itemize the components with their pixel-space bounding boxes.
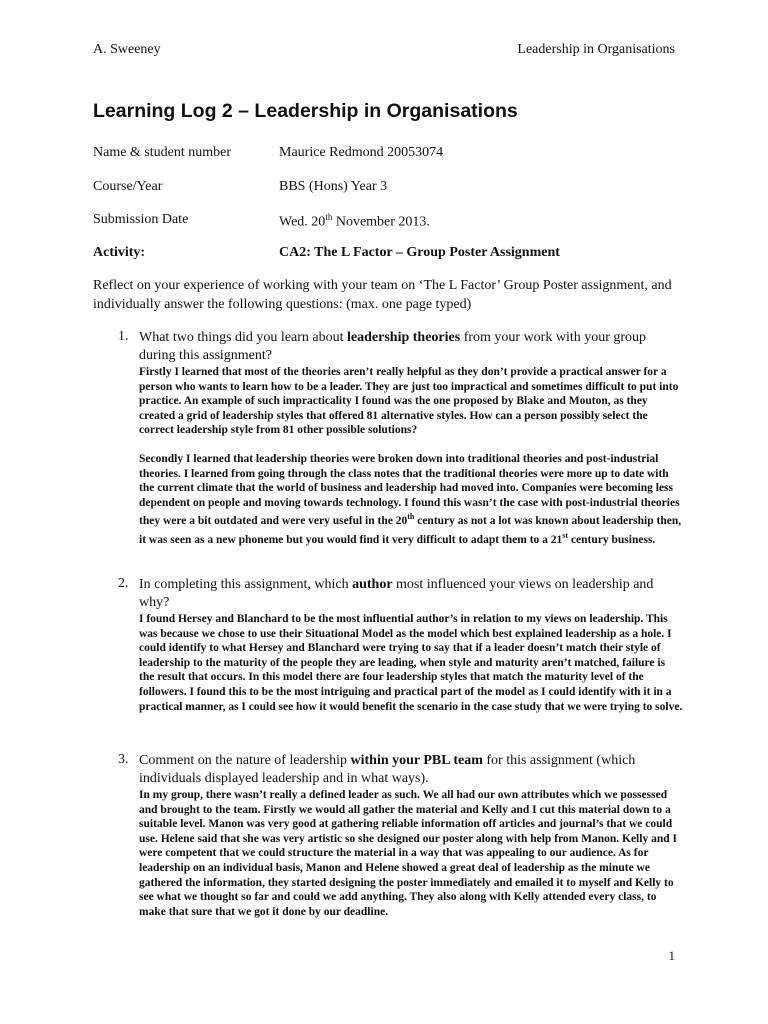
- answer-1-p2-c: century business.: [568, 533, 656, 546]
- date-value: [279, 212, 430, 231]
- header-author: A. Sweeney: [93, 42, 161, 57]
- answer-1-sup-1: th: [407, 512, 415, 522]
- question-1-pre: What two things did you learn about: [139, 330, 348, 345]
- activity-label: Activity:: [93, 245, 146, 260]
- name-label: Name & student number: [93, 145, 232, 160]
- question-3-emphasis: within your PBL team: [350, 753, 483, 768]
- answer-1-sup-2: st: [562, 530, 569, 540]
- answer-3: In my group, there wasn’t really a defined leader as such. We all had our own attributes which we possessed and brought to the team. Firstly we would all gather the material and Kelly and I cut this material down to a suitable level. Manon was very good at gathering reliable information off articles and journal’s that we could use. Helene said that she was very artistic so she designed our poster along with help from Manon. Kelly and I were competent that we could structure the material in a way that was appealing to our audience. As for leadership on an individual basis, Manon and Helene showed a great deal of leadership as the minute we gathered the information, they started designing the poster immediately and emailed it to myself and Kelly to see what we thought so far and could we add anything. They also along with Kelly attended every class, to make that sure that we got it done by our deadline.: [139, 789, 677, 918]
- question-2-number: 2.: [118, 576, 129, 591]
- question-3: [93, 752, 683, 919]
- question-1-post: from your work with your group during this assignment?: [139, 330, 647, 363]
- intro-paragraph: Reflect on your experience of working with your team on ‘The L Factor’ Group Poster assignment, and individually answer the following questions: (max. one page typed): [93, 278, 672, 312]
- question-3-number: 3.: [118, 752, 129, 767]
- date-sup: th: [325, 212, 333, 222]
- question-2-post: most influenced your views on leadership and why?: [139, 577, 654, 610]
- answer-1-p2-b: century as not a lot was known about leadership then, it was seen as a new phoneme but you would find it very difficult to adapt them to a 21: [139, 515, 682, 546]
- answer-1-paragraph-1: Firstly I learned that most of the theories aren’t really helpful as they don’t provide a practical answer for a person who wants to learn how to be a leader. They are just too impractical and sometimes difficult to put into practice. An example of such impracticality I found was the one proposed by Blake and Mouton, as they created a grid of leadership styles that offered 81 alternative styles. How can a person possibly select the correct leadership style from 81 other possible solutions?: [139, 366, 679, 437]
- name-value: Maurice Redmond 20053074: [279, 145, 444, 160]
- question-3-text: [139, 752, 683, 788]
- answer-1-paragraph-2: [139, 452, 683, 547]
- answer-1-p2-a: Secondly I learned that leadership theories were broken down into traditional theories and post-industrial theories. I learned from going through the class notes that the traditional theories were more up to date with the current climate that the world of business and leadership had moved into. Companies were becoming less dependent on people and moving towards technology. I found this wasn’t the case with post-industrial theories they were a bit outdated and were very useful in the 20: [139, 452, 680, 528]
- answer-1: [139, 365, 683, 547]
- document-title: Learning Log 2 – Leadership in Organisations: [93, 100, 518, 122]
- course-value: BBS (Hons) Year 3: [279, 179, 388, 194]
- question-1: [93, 329, 683, 547]
- date-post: November 2013.: [332, 214, 430, 230]
- question-1-emphasis: leadership theories: [347, 330, 461, 345]
- question-1-number: 1.: [118, 329, 129, 344]
- question-1-text: [139, 329, 683, 365]
- answer-2: I found Hersey and Blanchard to be the most influential author’s in relation to my views on leadership. This was because we chose to use their Situational Model as the model which best explained leadership as a hole. I could identify to what Hersey and Blanchard were trying to say that if a leader doesn’t match their style of leadership to the maturity of the people they are leading, when style and maturity aren’t matched, failure is the result that occurs. In this model there are four leadership styles that match the maturity level of the followers. I found this to be the most intriguing and practical part of the model as I could identify with it in a practical manner, as I could see how it would benefit the scenario in the case study that we were trying to solve.: [139, 613, 683, 713]
- question-2-emphasis: author: [352, 577, 393, 592]
- activity-value: CA2: The L Factor – Group Poster Assignment: [279, 245, 560, 260]
- date-pre: Wed. 20: [279, 214, 326, 230]
- question-3-pre: Comment on the nature of leadership: [139, 753, 351, 768]
- question-3-post: for this assignment (which individuals displayed leadership and in what ways).: [139, 753, 636, 786]
- question-2-text: [139, 576, 683, 612]
- page-number: 1: [668, 948, 675, 963]
- question-2: [93, 576, 683, 714]
- question-2-pre: In completing this assignment, which: [139, 577, 353, 592]
- header-course-title: Leadership in Organisations: [517, 42, 675, 57]
- course-label: Course/Year: [93, 179, 163, 194]
- date-label: Submission Date: [93, 212, 189, 227]
